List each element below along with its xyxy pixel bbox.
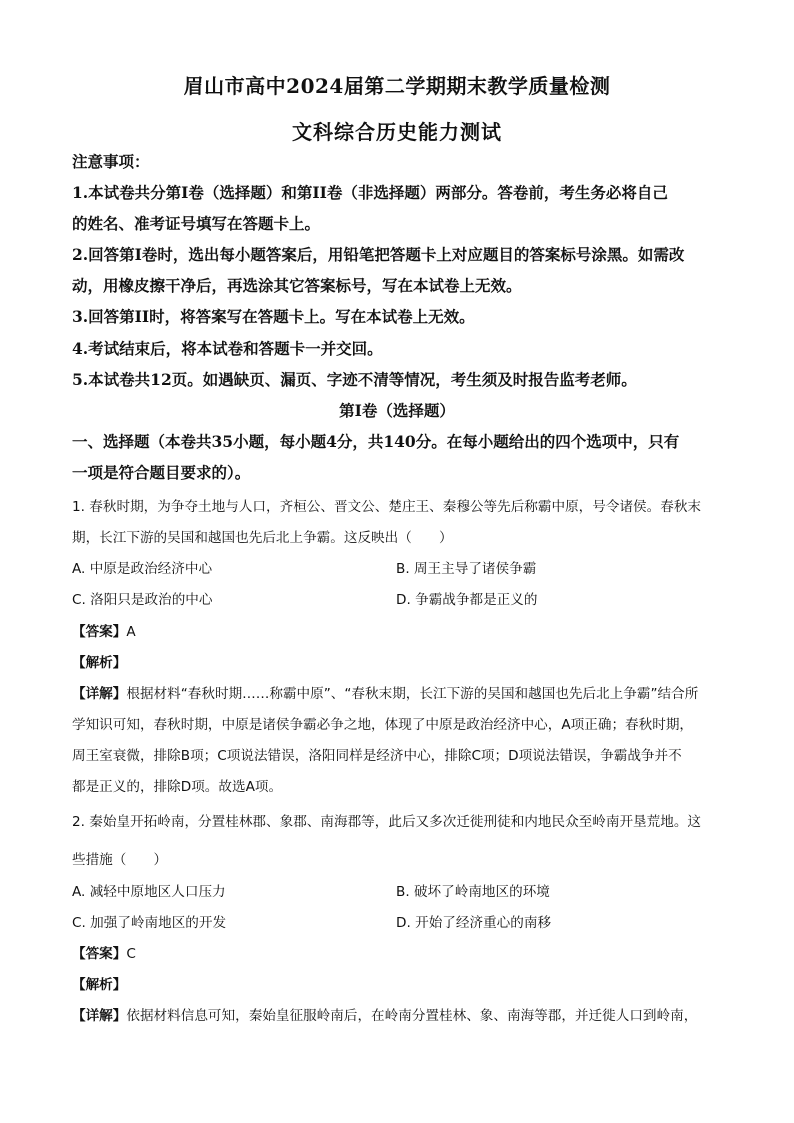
answer-label: 【答案】 — [72, 624, 127, 640]
option-a: A. 中原是政治经济中心 — [72, 561, 213, 577]
section-instruction: 一、选择题（本卷共35小题，每小题4分，共140分。在每小题给出的四个选项中，只有 — [72, 432, 680, 451]
option-c: C. 加强了岭南地区的开发 — [72, 915, 227, 931]
notes-line: 3.回答第II时，将答案写在答题卡上。写在本试卷上无效。 — [72, 307, 475, 326]
detail-label: 【详解】 — [72, 686, 127, 702]
option-a: A. 减轻中原地区人口压力 — [72, 884, 226, 900]
question-stem: 期，长江下游的吴国和越国也先后北上争霸。这反映出（ ） — [72, 530, 453, 546]
option-c: C. 洛阳只是政治的中心 — [72, 592, 213, 608]
detail-text: 根据材料“春秋时期……称霸中原”、“春秋末期，长江下游的吴国和越国也先后北上争霸”结合所 — [126, 686, 699, 702]
analysis-label: 【解析】 — [72, 977, 127, 993]
notes-line: 5.本试卷共12页。如遇缺页、漏页、字迹不清等情况，考生须及时报告监考老师。 — [72, 370, 637, 389]
answer-line — [72, 620, 136, 640]
detail-line — [72, 682, 698, 702]
question-stem: 些措施（ ） — [72, 852, 168, 868]
answer-line — [72, 942, 136, 962]
notes-line: 4.考试结束后，将本试卷和答题卡一并交回。 — [72, 339, 383, 358]
section-instruction: 一项是符合题目要求的）。 — [72, 463, 251, 482]
detail-text: 依据材料信息可知，秦始皇征服岭南后，在岭南分置桂林、象、南海等郡，并迁徙人口到岭南， — [126, 1008, 698, 1024]
question-stem: 2. 秦始皇开拓岭南，分置桂林郡、象郡、南海郡等，此后又多次迁徙刑徒和内地民众至岭南开垦荒地。这 — [72, 814, 702, 830]
option-b: B. 周王主导了诸侯争霸 — [396, 561, 537, 577]
detail-line: 学知识可知，春秋时期，中原是诸侯争霸必争之地，体现了中原是政治经济中心，A项正确；春秋时期， — [72, 717, 694, 733]
notes-line: 的姓名、准考证号填写在答题卡上。 — [72, 214, 321, 233]
answer-label: 【答案】 — [72, 946, 127, 962]
notes-line: 2.回答第I卷时，选出每小题答案后，用铅笔把答题卡上对应题目的答案标号涂黑。如需改 — [72, 245, 685, 264]
page-subtitle: 文科综合历史能力测试 — [292, 120, 502, 144]
question-stem: 1. 春秋时期，为争夺土地与人口，齐桓公、晋文公、楚庄王、秦穆公等先后称霸中原，号令诸侯。春秋末 — [72, 499, 702, 515]
section-title: 第I卷（选择题） — [339, 401, 455, 420]
notes-heading: 注意事项： — [72, 152, 150, 171]
detail-line: 都是正义的，排除D项。故选A项。 — [72, 779, 283, 795]
notes-line: 动，用橡皮擦干净后，再选涂其它答案标号，写在本试卷上无效。 — [72, 276, 522, 295]
detail-line — [72, 1004, 697, 1024]
option-d: D. 争霸战争都是正义的 — [396, 592, 538, 608]
option-b: B. 破坏了岭南地区的环境 — [396, 884, 550, 900]
answer-value: A — [126, 624, 136, 640]
option-d: D. 开始了经济重心的南移 — [396, 915, 552, 931]
analysis-label: 【解析】 — [72, 655, 127, 671]
notes-line: 1.本试卷共分第I卷（选择题）和第II卷（非选择题）两部分。答卷前，考生务必将自己 — [72, 183, 668, 202]
answer-value: C — [126, 946, 136, 962]
detail-line: 周王室衰微，排除B项；C项说法错误，洛阳同样是经济中心，排除C项；D项说法错误，争霸战争并不 — [72, 748, 682, 764]
detail-label: 【详解】 — [72, 1008, 127, 1024]
page-title: 眉山市高中2024届第二学期期末教学质量检测 — [183, 74, 611, 98]
